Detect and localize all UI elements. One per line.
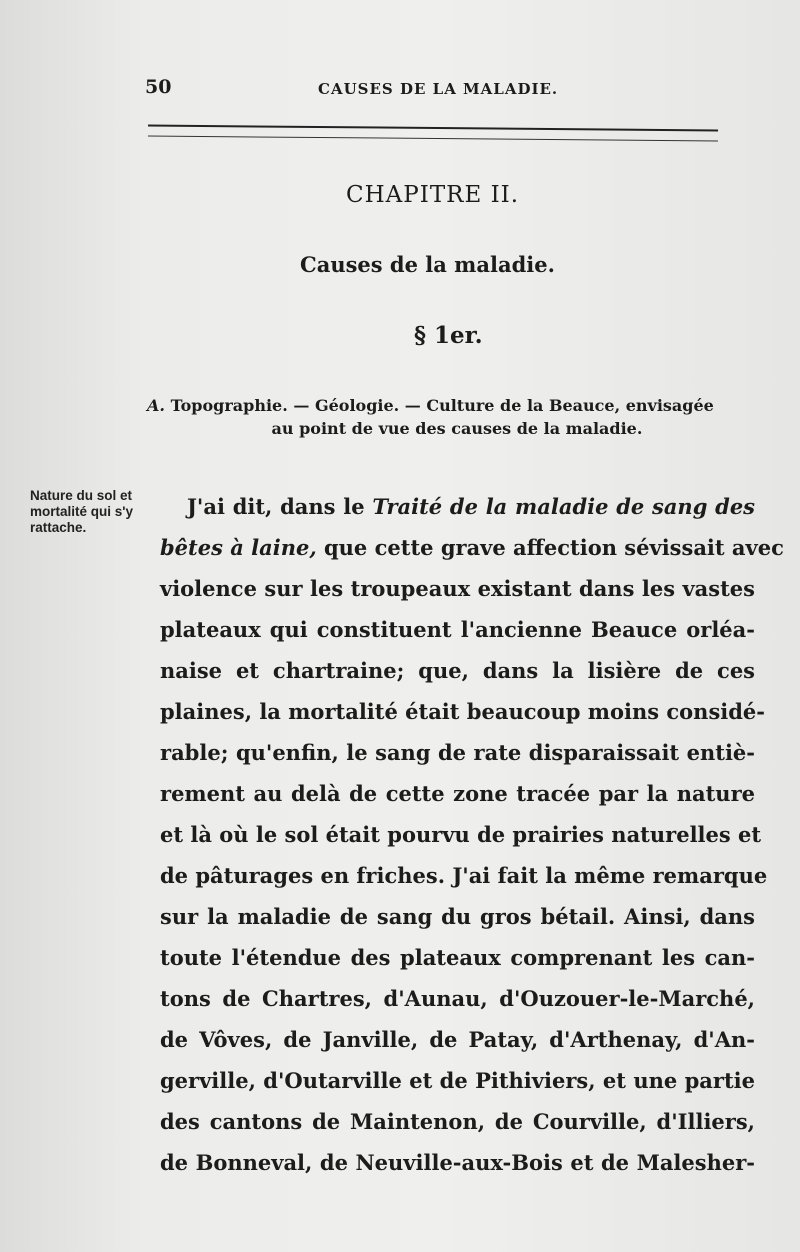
- body-line: naise et chartraine; que, dans la lisière de ces: [160, 658, 755, 683]
- body-line: plateaux qui constituent l'ancienne Beauce orléa-: [160, 617, 755, 642]
- body-text-span: J'ai dit, dans le: [187, 494, 373, 519]
- body-line: [160, 527, 784, 568]
- summary-letter: A.: [147, 396, 165, 415]
- body-line: gerville, d'Outarville et de Pithiviers, et une partie: [160, 1068, 755, 1093]
- body-line: et là où le sol était pourvu de prairies naturelles et: [160, 822, 762, 847]
- page-number: 50: [145, 76, 172, 98]
- chapter-subtitle: Causes de la maladie.: [300, 252, 555, 277]
- body-line: rable; qu'enfin, le sang de rate disparaissait entiè-: [160, 740, 755, 765]
- body-line: de Bonneval, de Neuville-aux-Bois et de Malesher-: [160, 1150, 755, 1175]
- section-summary: [147, 394, 767, 440]
- body-line: violence sur les troupeaux existant dans les vastes: [160, 576, 755, 601]
- italic-title: Traité de la maladie de sang des: [372, 494, 755, 519]
- section-mark: § 1er.: [414, 322, 483, 349]
- running-head: CAUSES DE LA MALADIE.: [318, 80, 559, 98]
- chapter-title: CHAPITRE II.: [346, 182, 520, 208]
- body-paragraph: [160, 486, 784, 1183]
- summary-line-2: au point de vue des causes de la maladie.: [271, 419, 643, 438]
- body-line: de pâturages en friches. J'ai fait la même remarque: [160, 863, 768, 888]
- summary-text-1: Topographie. — Géologie. — Culture de la Beauce, envisagée: [170, 396, 714, 415]
- margin-note: Nature du sol et mortalité qui s'y rattache.: [30, 488, 133, 535]
- body-line: [160, 486, 755, 527]
- body-line: de Vôves, de Janville, de Patay, d'Arthenay, d'An-: [160, 1027, 755, 1052]
- body-line: des cantons de Maintenon, de Courville, d'Illiers,: [160, 1109, 755, 1134]
- summary-line-1: [147, 394, 767, 417]
- body-line: rement au delà de cette zone tracée par la nature: [160, 781, 755, 806]
- body-line: toute l'étendue des plateaux comprenant les can-: [160, 945, 755, 970]
- body-line: tons de Chartres, d'Aunau, d'Ouzouer-le-Marché,: [160, 986, 755, 1011]
- italic-title: bêtes à laine,: [160, 535, 317, 560]
- body-text-span: que cette grave affection sévissait avec: [316, 535, 784, 560]
- body-line: plaines, la mortalité était beaucoup moins considé-: [160, 699, 766, 724]
- header-rule: [148, 125, 718, 142]
- body-line: sur la maladie de sang du gros bétail. Ainsi, dans: [160, 904, 755, 929]
